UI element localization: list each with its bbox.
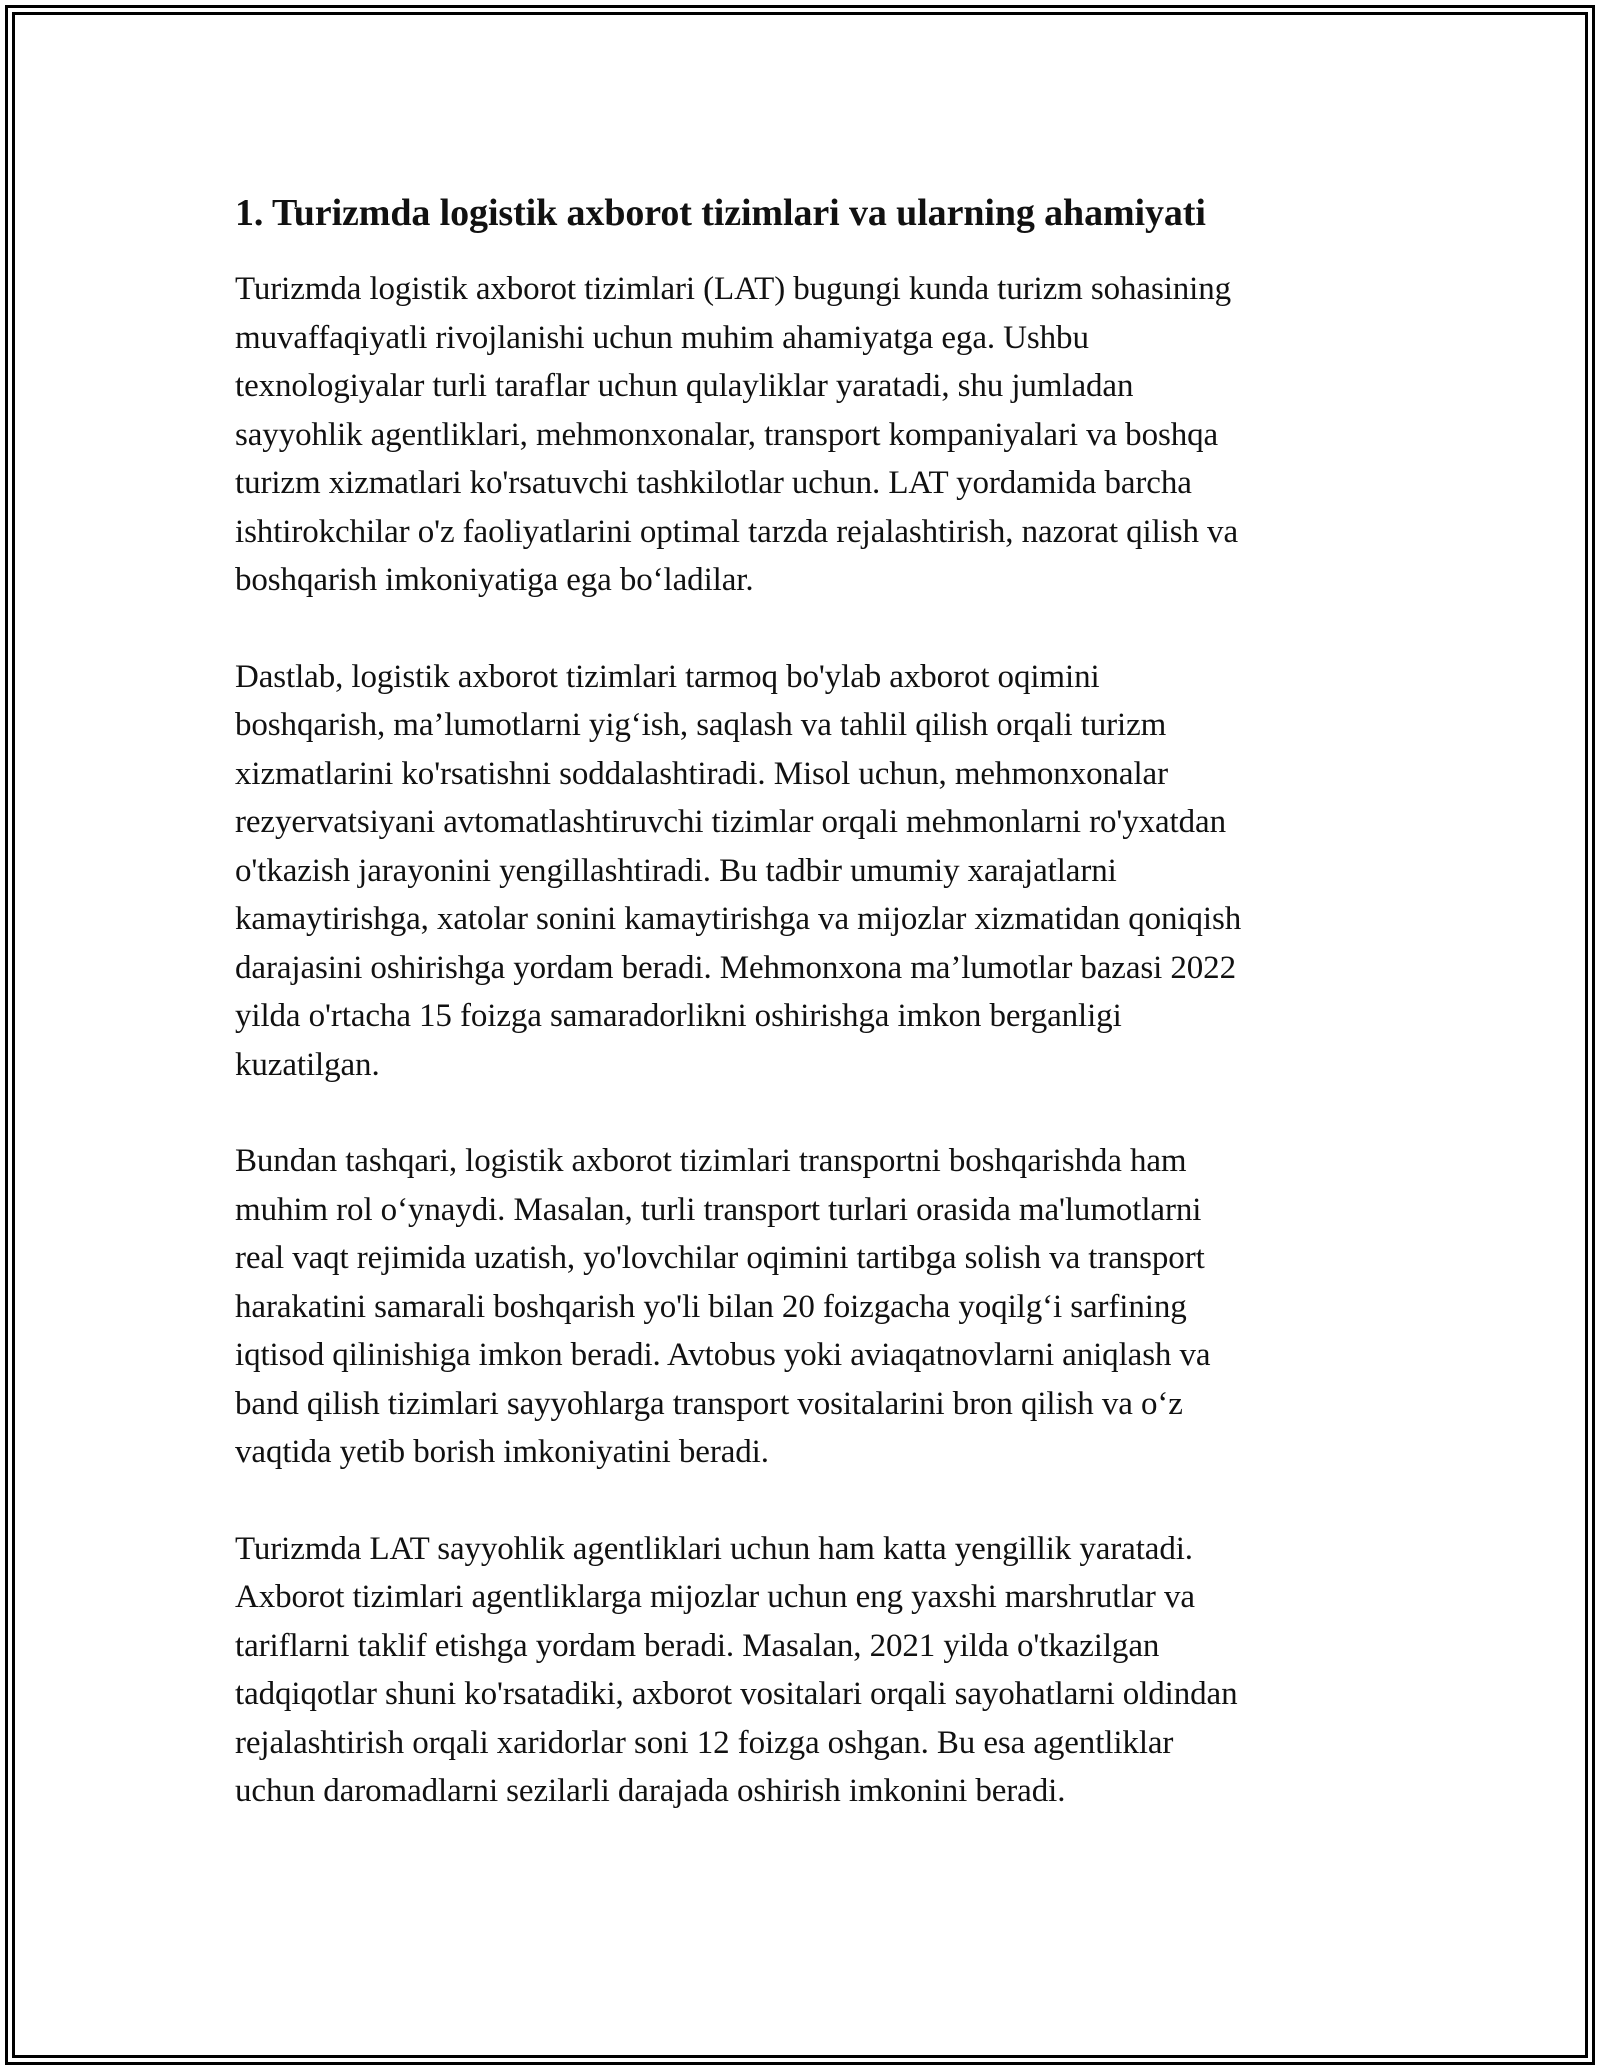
paragraph-line: muvaffaqiyatli rivojlanishi uchun muhim ahamiyatga ega. Ushbu (235, 319, 1089, 356)
paragraph-line: yilda o'rtacha 15 foizga samaradorlikni oshirishga imkon berganligi (235, 998, 1122, 1034)
paragraph-line: o'tkazish jarayonini yengillashtiradi. Bu tadbir umumiy xarajatlarni (235, 852, 1117, 889)
paragraph-line: turizm xizmatlari ko'rsatuvchi tashkilotlar uchun. LAT yordamida barcha (235, 465, 1192, 501)
paragraph-line: muhim rol o‘ynaydi. Masalan, turli transport turlari orasida ma'lumotlarni (235, 1191, 1202, 1228)
paragraph-2 (235, 653, 1385, 1090)
paragraph-line: Bundan tashqari, logistik axborot tizimlari transportni boshqarishda ham (235, 1143, 1187, 1179)
paragraph-line: uchun daromadlarni sezilarli darajada oshirish imkonini beradi. (235, 1773, 1066, 1809)
section-heading: 1. Turizmda logistik axborot tizimlari va ularning ahamiyati (235, 192, 1206, 234)
paragraph-1 (235, 265, 1385, 605)
paragraph-line: real vaqt rejimida uzatish, yo'lovchilar oqimini tartibga solish va transport (235, 1240, 1205, 1276)
paragraph-3 (235, 1137, 1385, 1477)
paragraph-line: kamaytirishga, xatolar sonini kamaytirishga va mijozlar xizmatidan qoniqish (235, 901, 1242, 937)
paragraph-line: Dastlab, logistik axborot tizimlari tarmoq bo'ylab axborot oqimini (235, 658, 1100, 695)
paragraph-line: rezyervatsiyani avtomatlashtiruvchi tizimlar orqali mehmonlarni ro'yxatdan (235, 804, 1226, 840)
paragraph-line: Turizmda logistik axborot tizimlari (LAT) bugungi kunda turizm sohasining (235, 271, 1232, 307)
paragraph-line: boshqarish, ma’lumotlarni yig‘ish, saqlash va tahlil qilish orqali turizm (235, 707, 1167, 743)
paragraph-line: kuzatilgan. (235, 1046, 380, 1083)
paragraph-line: boshqarish imkoniyatiga ega bo‘ladilar. (235, 562, 754, 598)
paragraph-line: band qilish tizimlari sayyohlarga transport vositalarini bron qilish va o‘z (235, 1385, 1183, 1422)
paragraph-line: tadqiqotlar shuni ko'rsatadiki, axborot vositalari orqali sayohatlarni oldindan (235, 1676, 1238, 1712)
paragraph-line: rejalashtirish orqali xaridorlar soni 12 foizga oshgan. Bu esa agentliklar (235, 1724, 1174, 1761)
paragraph-line: ishtirokchilar o'z faoliyatlarini optimal tarzda rejalashtirish, nazorat qilish va (235, 513, 1238, 550)
paragraph-line: texnologiyalar turli taraflar uchun qulayliklar yaratadi, shu jumladan (235, 368, 1134, 404)
paragraph-line: Turizmda LAT sayyohlik agentliklari uchun ham katta yengillik yaratadi. (235, 1530, 1193, 1567)
document-body (235, 185, 1385, 1864)
paragraph-line: xizmatlarini ko'rsatishni soddalashtiradi. Misol uchun, mehmonxonalar (235, 755, 1168, 792)
paragraph-line: sayyohlik agentliklari, mehmonxonalar, transport kompaniyalari va boshqa (235, 416, 1219, 453)
paragraph-line: tariflarni taklif etishga yordam beradi. Masalan, 2021 yilda o'tkazilgan (235, 1627, 1160, 1664)
paragraph-line: Axborot tizimlari agentliklarga mijozlar uchun eng yaxshi marshrutlar va (235, 1579, 1195, 1615)
paragraph-line: iqtisod qilinishiga imkon beradi. Avtobus yoki aviaqatnovlarni aniqlash va (235, 1337, 1211, 1373)
paragraph-line: vaqtida yetib borish imkoniyatini beradi. (235, 1434, 769, 1470)
paragraph-line: darajasini oshirishga yordam beradi. Mehmonxona ma’lumotlar bazasi 2022 (235, 949, 1236, 986)
paragraph-4 (235, 1525, 1385, 1816)
paragraph-line: harakatini samarali boshqarish yo'li bilan 20 foizgacha yoqilg‘i sarfining (235, 1288, 1187, 1325)
